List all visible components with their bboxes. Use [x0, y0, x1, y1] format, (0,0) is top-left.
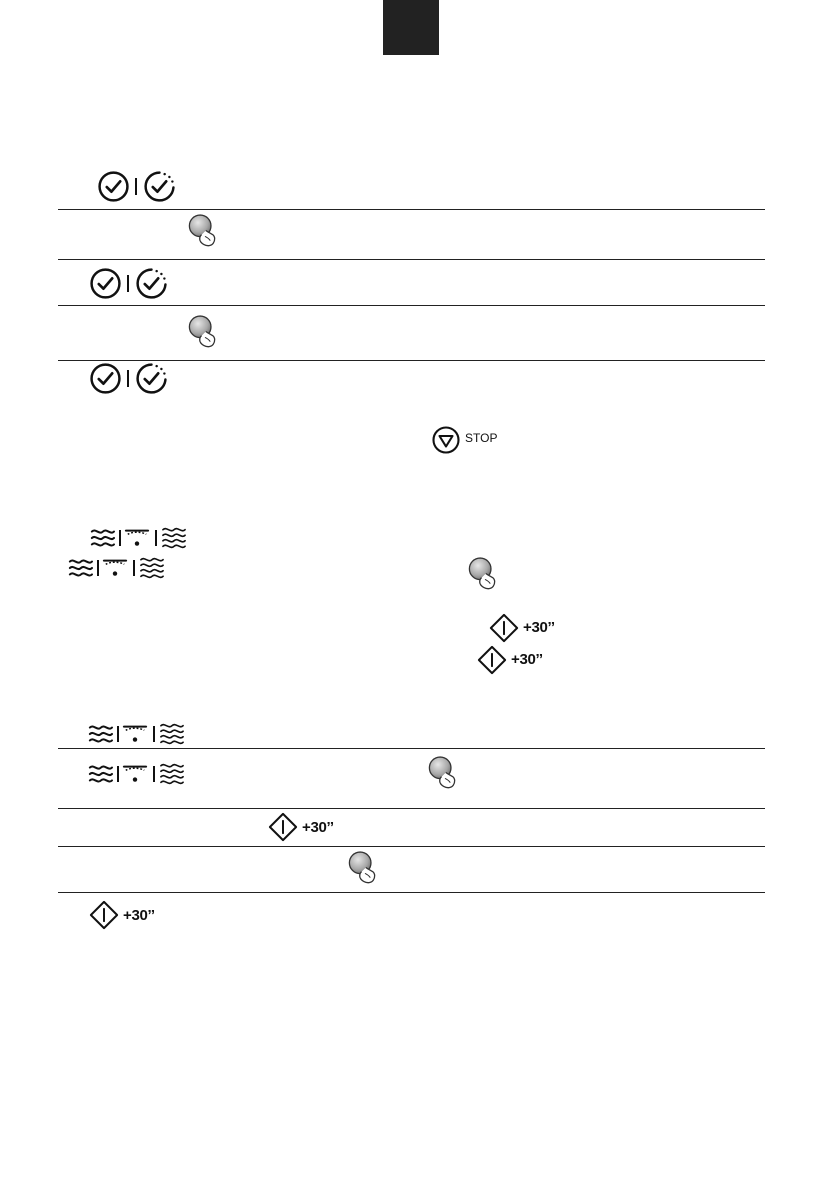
microwave-power-icon	[121, 722, 149, 746]
table-rule	[58, 259, 765, 260]
delayed-clock-check-icon	[142, 170, 177, 203]
grill-waves-icon	[66, 556, 94, 580]
rotary-knob-hand-icon	[468, 556, 498, 591]
table-rule	[58, 305, 765, 306]
page-header-tab	[383, 0, 439, 55]
stop-label: STOP	[465, 431, 498, 445]
rotary-knob-hand-icon	[348, 850, 378, 885]
start-plus30-label: +30’’	[302, 819, 334, 836]
combi-waves-icon	[138, 556, 166, 580]
microwave-power-icon	[101, 556, 129, 580]
start-diamond-icon	[489, 613, 519, 643]
microwave-power-icon	[123, 526, 151, 550]
table-rule	[58, 808, 765, 809]
separator	[133, 560, 135, 576]
table-rule	[58, 846, 765, 847]
delayed-clock-check-icon	[134, 267, 169, 300]
separator	[117, 726, 119, 742]
clock-check-icon	[97, 170, 130, 203]
separator	[117, 766, 119, 782]
separator	[155, 530, 157, 546]
separator	[153, 726, 155, 742]
separator	[97, 560, 99, 576]
clock-check-icon	[89, 267, 122, 300]
combi-waves-icon	[158, 722, 186, 746]
separator	[153, 766, 155, 782]
start-plus30-label: +30’’	[511, 651, 543, 668]
table-rule	[58, 748, 765, 749]
stop-circle-icon	[432, 426, 460, 454]
table-rule	[58, 892, 765, 893]
table-rule	[58, 209, 765, 210]
start-plus30-label: +30’’	[123, 907, 155, 924]
start-diamond-icon	[89, 900, 119, 930]
grill-waves-icon	[86, 762, 114, 786]
grill-waves-icon	[86, 722, 114, 746]
start-diamond-icon	[268, 812, 298, 842]
rotary-knob-hand-icon	[188, 213, 218, 248]
delayed-clock-check-icon	[134, 362, 169, 395]
separator	[135, 178, 137, 195]
grill-waves-icon	[88, 526, 116, 550]
separator	[119, 530, 121, 546]
rotary-knob-hand-icon	[188, 314, 218, 349]
table-rule	[58, 360, 765, 361]
rotary-knob-hand-icon	[428, 755, 458, 790]
start-diamond-icon	[477, 645, 507, 675]
separator	[127, 275, 129, 292]
start-plus30-label: +30’’	[523, 619, 555, 636]
combi-waves-icon	[160, 526, 188, 550]
microwave-power-icon	[121, 762, 149, 786]
separator	[127, 370, 129, 387]
combi-waves-icon	[158, 762, 186, 786]
clock-check-icon	[89, 362, 122, 395]
